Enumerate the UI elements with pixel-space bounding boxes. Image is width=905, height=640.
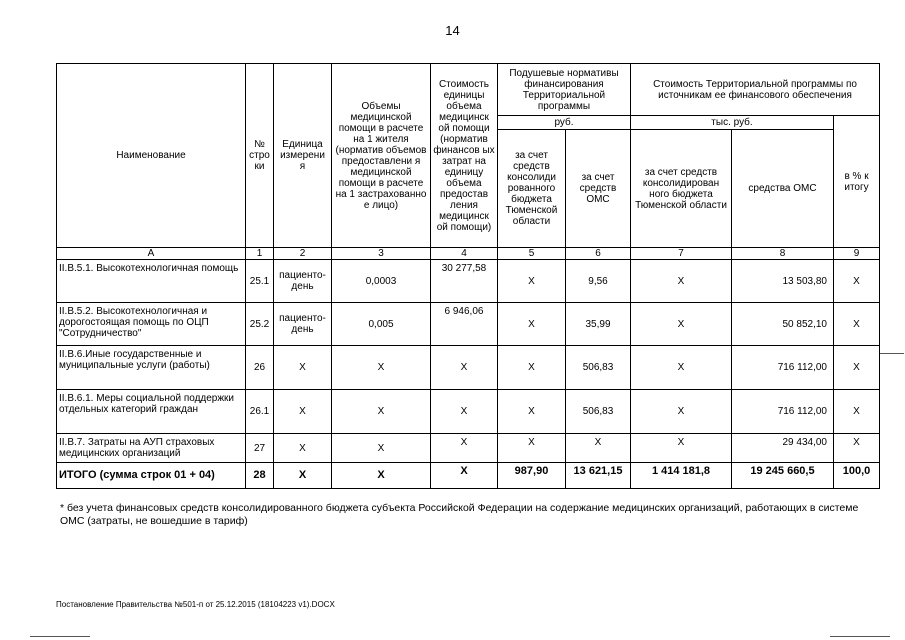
column-index: 2	[274, 248, 332, 260]
row-budget-cost: Х	[631, 260, 732, 303]
row-name: II.В.5.1. Высокотехнологичная помощь	[57, 260, 246, 303]
header-row-number: № стро ки	[246, 64, 274, 248]
header-unit-cost: Стоимость единицы объема медицинск ой помощи (норматив финансов ых затрат на единицу объема предостав ления медицинск ой помощи)	[431, 64, 498, 248]
total-name: ИТОГО (сумма строк 01 + 04)	[57, 463, 246, 489]
table-row	[57, 303, 880, 346]
row-unit: пациенто-день	[274, 260, 332, 303]
row-pct: Х	[834, 346, 880, 390]
column-index: 4	[431, 248, 498, 260]
page-number: 14	[445, 23, 460, 38]
row-oms-per-capita: 9,56	[566, 260, 631, 303]
row-oms-per-capita: Х	[566, 434, 631, 463]
header-oms-per-capita: за счет средств ОМС	[566, 130, 631, 248]
row-pct: Х	[834, 303, 880, 346]
row-name: II.В.5.2. Высокотехнологичная и дорогостоящая помощь по ОЦП "Сотрудничество"	[57, 303, 246, 346]
header-rub: руб.	[498, 116, 631, 130]
row-budget-cost: Х	[631, 303, 732, 346]
row-budget-cost: Х	[631, 434, 732, 463]
row-number: 26	[246, 346, 274, 390]
column-index: 8	[732, 248, 834, 260]
row-budget-per-capita: Х	[498, 260, 566, 303]
row-unit-cost: 6 946,06	[431, 303, 498, 346]
total-pct: 100,0	[834, 463, 880, 489]
row-volume: 0,0003	[332, 260, 431, 303]
total-row	[57, 463, 880, 489]
row-volume: Х	[332, 434, 431, 463]
header-name: Наименование	[57, 64, 246, 248]
row-volume: Х	[332, 346, 431, 390]
column-index: 1	[246, 248, 274, 260]
header-thousand-rub: тыс. руб.	[631, 116, 834, 130]
total-unit: Х	[274, 463, 332, 489]
table-row	[57, 260, 880, 303]
financing-table	[56, 63, 880, 489]
table-row	[57, 434, 880, 463]
row-unit: Х	[274, 434, 332, 463]
row-oms-cost: 716 112,00	[732, 346, 834, 390]
row-name: II.В.6.Иные государственные и муниципальные услуги (работы)	[57, 346, 246, 390]
row-unit-cost: Х	[431, 434, 498, 463]
row-unit: Х	[274, 390, 332, 434]
row-budget-per-capita: Х	[498, 390, 566, 434]
row-budget-per-capita: Х	[498, 303, 566, 346]
row-number: 25.1	[246, 260, 274, 303]
table-row	[57, 390, 880, 434]
header-budget-per-capita: за счет средств консолиди рованного бюджета Тюменской области	[498, 130, 566, 248]
total-budget-cost: 1 414 181,8	[631, 463, 732, 489]
row-unit-cost: Х	[431, 346, 498, 390]
header-unit: Единица измерени я	[274, 64, 332, 248]
footnote: * без учета финансовых средств консолидированного бюджета субъекта Российской Федерации на содержание медицинских организаций, работающих в системе ОМС (затраты, не вошедшие в тариф)	[60, 502, 859, 527]
row-unit-cost: 30 277,58	[431, 260, 498, 303]
row-budget-cost: Х	[631, 390, 732, 434]
row-oms-per-capita: 35,99	[566, 303, 631, 346]
header-volume: Объемы медицинской помощи в расчете на 1 жителя (норматив объемов предоставлени я медицинской помощи в расчете на 1 застрахованно е лицо)	[332, 64, 431, 248]
row-budget-cost: Х	[631, 346, 732, 390]
column-index: 3	[332, 248, 431, 260]
row-oms-per-capita: 506,83	[566, 390, 631, 434]
row-unit: пациенто-день	[274, 303, 332, 346]
row-number: 25.2	[246, 303, 274, 346]
header-per-capita: Подушевые нормативы финансирования Территориальной программы	[498, 64, 631, 116]
total-oms-cost: 19 245 660,5	[732, 463, 834, 489]
row-oms-cost: 716 112,00	[732, 390, 834, 434]
total-number: 28	[246, 463, 274, 489]
table-row	[57, 346, 880, 390]
header-budget-cost: за счет средств консолидирован ного бюджета Тюменской области	[631, 130, 732, 248]
row-oms-cost: 29 434,00	[732, 434, 834, 463]
row-pct: Х	[834, 390, 880, 434]
row-name: II.В.6.1. Меры социальной поддержки отдельных категорий граждан	[57, 390, 246, 434]
row-oms-per-capita: 506,83	[566, 346, 631, 390]
total-unit-cost: Х	[431, 463, 498, 489]
row-number: 27	[246, 434, 274, 463]
row-pct: Х	[834, 260, 880, 303]
column-index-row	[57, 248, 880, 260]
document-footer: Постановление Правительства №501-п от 25.12.2015 (18104223 v1).DOCX	[56, 600, 335, 609]
header-oms-cost: средства ОМС	[732, 130, 834, 248]
column-index: 9	[834, 248, 880, 260]
row-unit: Х	[274, 346, 332, 390]
column-index: 5	[498, 248, 566, 260]
header-pct: в % к итогу	[834, 116, 880, 248]
row-name: II.В.7. Затраты на АУП страховых медицинских организаций	[57, 434, 246, 463]
total-budget-per-capita: 987,90	[498, 463, 566, 489]
row-number: 26.1	[246, 390, 274, 434]
row-budget-per-capita: Х	[498, 434, 566, 463]
column-index: 7	[631, 248, 732, 260]
row-pct: Х	[834, 434, 880, 463]
row-oms-cost: 13 503,80	[732, 260, 834, 303]
column-index: А	[57, 248, 246, 260]
column-index: 6	[566, 248, 631, 260]
total-oms-per-capita: 13 621,15	[566, 463, 631, 489]
scan-edge-line	[30, 636, 90, 637]
row-volume: 0,005	[332, 303, 431, 346]
row-budget-per-capita: Х	[498, 346, 566, 390]
scan-edge-line	[830, 636, 890, 637]
row-oms-cost: 50 852,10	[732, 303, 834, 346]
header-program-cost: Стоимость Территориальной программы по источникам ее финансового обеспечения	[631, 64, 880, 116]
total-volume: Х	[332, 463, 431, 489]
row-volume: Х	[332, 390, 431, 434]
scan-edge-line	[880, 353, 904, 354]
row-unit-cost: Х	[431, 390, 498, 434]
